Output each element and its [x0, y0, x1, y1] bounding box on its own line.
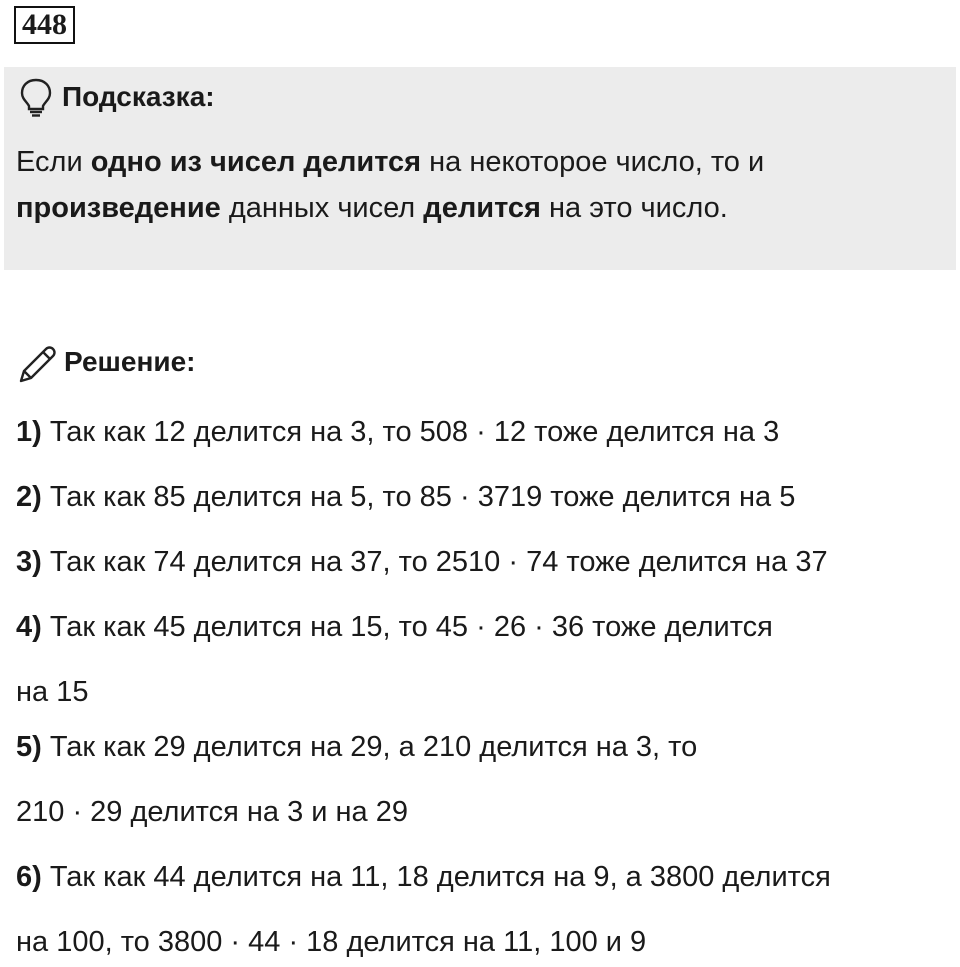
item-number: 3)	[16, 546, 42, 578]
item-text: Так как 44 делится на 11, 18 делится на 9, а 3800 делится	[41, 861, 831, 893]
item-number: 2)	[16, 481, 42, 513]
item-text: Так как 12 делится на 3, то 508 · 12 тоже делится на 3	[41, 416, 780, 448]
hint-box	[4, 67, 956, 270]
item-number: 6)	[16, 861, 42, 893]
item-text: Так как 85 делится на 5, то 85 · 3719 тоже делится на 5	[41, 481, 796, 513]
solution-line-4	[16, 609, 773, 645]
solution-line-5	[16, 729, 697, 765]
solution-line-4-cont: на 15	[16, 676, 89, 708]
hint-text-part: данных чисел	[220, 192, 424, 224]
task-number: 448	[14, 6, 75, 44]
solution-line-5-cont: 210 · 29 делится на 3 и на 29	[16, 796, 408, 828]
item-text: Так как 29 делится на 29, а 210 делится на 3, то	[41, 731, 698, 763]
solution-title: Решение:	[64, 346, 196, 377]
item-number: 1)	[16, 416, 42, 448]
item-number: 4)	[16, 611, 42, 643]
hint-bold-part: произведение	[16, 192, 221, 224]
hint-text-part: на это число.	[540, 192, 728, 224]
solution-line-3	[16, 544, 828, 580]
hint-text-part: на некоторое число, то и	[421, 146, 765, 178]
hint-text	[16, 139, 936, 231]
item-text: Так как 74 делится на 37, то 2510 · 74 тоже делится на 37	[41, 546, 828, 578]
item-text: Так как 45 делится на 15, то 45 · 26 · 36 тоже делится	[41, 611, 773, 643]
solution-line-6	[16, 859, 831, 895]
lightbulb-icon	[18, 77, 54, 117]
solution-line-6-cont: на 100, то 3800 · 44 · 18 делится на 11, 100 и 9	[16, 926, 647, 958]
hint-text-part: Если	[16, 146, 91, 178]
solution-line-1	[16, 414, 779, 450]
hint-header	[18, 79, 215, 115]
hint-bold-part: делится	[423, 192, 541, 224]
solution-line-2	[16, 479, 795, 515]
solution-header	[16, 342, 195, 382]
hint-bold-part: одно из чисел делится	[90, 146, 422, 178]
hint-title: Подсказка:	[62, 81, 215, 112]
pencil-icon	[16, 341, 60, 383]
item-number: 5)	[16, 731, 42, 763]
